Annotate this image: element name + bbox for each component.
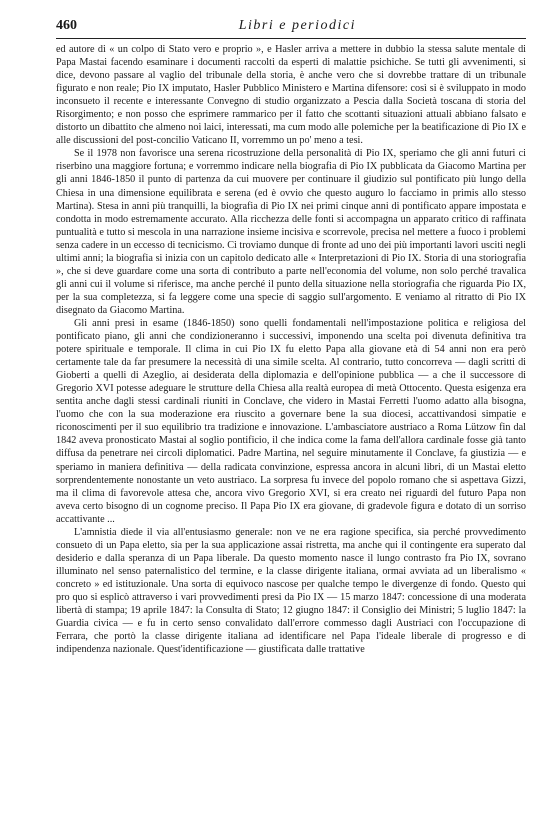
running-title: Libri e periodici [238, 18, 356, 33]
page-number: 460 [56, 18, 77, 33]
page-header [56, 18, 526, 39]
document-page [56, 18, 526, 656]
paragraph-1: ed autore di « un colpo di Stato vero e proprio », e Hasler arriva a mettere in dubbio la stessa salute mentale di Papa Mastai facendo esaminare i documenti raccolti da esperti di malattie psichiche. Se tutti gli avvenimenti, si dice, devono passare al vaglio del tribunale della storia, è anche vero che si dovrebbe trattare di un tribunale figurato e non reale; Pio IX imputato, Hasler Pubblico Ministero e Martina difensore: così si è sviluppato in modo inconsueto il recente e interessante Convegno di studio organizzato a Pescia dalla Società toscana di storia del Risorgimento; e non posso che esprimere rammarico per il fatto che scottanti situazioni attuali abbiano falsato e distorto un dibattito che almeno noi laici, interessati, ma cum modo alle polemiche per la beatificazione di Pio IX e alle discussioni del post-concilio Vaticano II, vorremmo un po' meno a tesi. [56, 44, 526, 147]
article-body [56, 43, 526, 656]
paragraph-4: L'amnistia diede il via all'entusiasmo generale: non ve ne era ragione specifica, sia perché provvedimento consueto di un Papa eletto, sia per la sua applicazione assai ristretta, ma anche qui il contingente era superato dal desiderio e dalla speranza di un Papa liberale. Da questo momento nasce il lungo contrasto fra Pio IX, sovrano illuminato nel senso paternalistico del termine, e la classe dirigente italiana, ormai avviata ad un liberalismo « concreto » ed istituzionale. Una sorta di equivoco nascose per qualche tempo le divergenze di fondo. Questo qui pro quo si esplicò attraverso i vari provvedimenti presi da Pio IX — 15 marzo 1847: concessione di una moderata libertà di stampa; 19 aprile 1847: la Consulta di Stato; 12 giugno 1847: il Consiglio dei Ministri; 5 luglio 1847: la Guardia civica — e fu in certo senso convalidato dall'errore commesso dagli Austriaci con l'occupazione di Ferrara, che portò la classe dirigente italiana ad identificare nel Papa l'ideale liberale di progresso e di indipendenza nazionale. Quest'identificazione — giustificata dalle trattative [56, 526, 526, 656]
paragraph-3: Gli anni presi in esame (1846-1850) sono quelli fondamentali nell'impostazione politica e religiosa del pontificato piano, gli anni che condizioneranno i successivi, imponendo una scelta poi divenuta definitiva tra potere spirituale e temporale. Il clima in cui Pio IX fu eletto Papa alla giovane età di 54 anni non era però certamente tale da far presumere la necessità di una simile scelta. Al contrario, tutto concorreva — dagli scritti di Gioberti a quelli di Azeglio, ai desiderata della diplomazia e dell'opinione pubblica — a che il successore di Gregorio XVI potesse adeguare le strutture della Chiesa alla realtà europea di metà Ottocento. Questa esigenza era sentita anche dagli stessi cardinali riuniti in Conclave, che videro in Mastai Ferretti l'uomo adatto alla bisogna, l'uomo che con la sua moderazione era riuscito a governare bene la sua diocesi, accattivandosi simpatie e riconoscimenti per il suo equilibrio tra tradizione e innovazione. L'ambasciatore austriaco a Roma Lützow fin dal 1842 aveva pronosticato Mastai al soglio pontificio, il che indica come la fama dell'allora cardinale fosse già tanto diffusa da penetrare nei circoli diplomatici. Padre Martina, nel seguire minutamente il Conclave, fa giustizia — e speriamo in maniera definitiva — della radicata convinzione, espressa ancora in alcuni libri, di un Mastai eletto sorprendentemente nonostante un veto austriaco. La sorpresa fu invece del popolo romano che si aspettava Gizzi, ma il clima di favorevole attesa che, ancora vivo Gregorio XVI, si era creato nei riguardi del futuro Papa non aveva certo bisogno di un cognome preciso. Il Papa Pio IX era giovane, di gradevole figura e dotato di un sorriso accattivante ... [56, 317, 526, 525]
paragraph-2: Se il 1978 non favorisce una serena ricostruzione della personalità di Pio IX, speriamo che gli anni futuri ci riserbino una maggiore fortuna; e vorremmo indicare nella biografia di Pio IX pubblicata da Giacomo Martina per gli anni 1846-1850 il punto di partenza da cui muovere per continuare il giudizio sul pontificato più lungo della Chiesa in una dimensione equilibrata e serena (ed è ovvio che questo auguro lo facciamo in primis allo stesso Martina). Stesa in anni più tranquilli, la biografia di Pio IX nei primi cinque anni di pontificato appare impostata e condotta in modo estremamente accurato. Alla ricchezza delle fonti si accompagna un apparato critico di raffinata puntualità e tutto si mescola in una narrazione insieme incisiva e scorrevole, precisa nel mettere a fuoco i problemi senza cadere in un eccesso di tecnicismo. Ci troviamo dunque di fronte ad uno dei più importanti lavori usciti negli ultimi anni; la biografia si inizia con un capitolo dedicato alle « Interpretazioni di Pio IX. Storia di una storiografia », che si deve guardare come una sorta di contributo a parte nell'economia del volume, non solo perché travalica gli anni cui il volume si riferisce, ma anche perché il punto della situazione nella storiografia che riguarda Pio IX, per la sua completezza, si fa leggere come una specie di saggio sull'argomento. E veniamo al ritratto di Pio IX disegnato da Giacomo Martina. [56, 148, 526, 316]
